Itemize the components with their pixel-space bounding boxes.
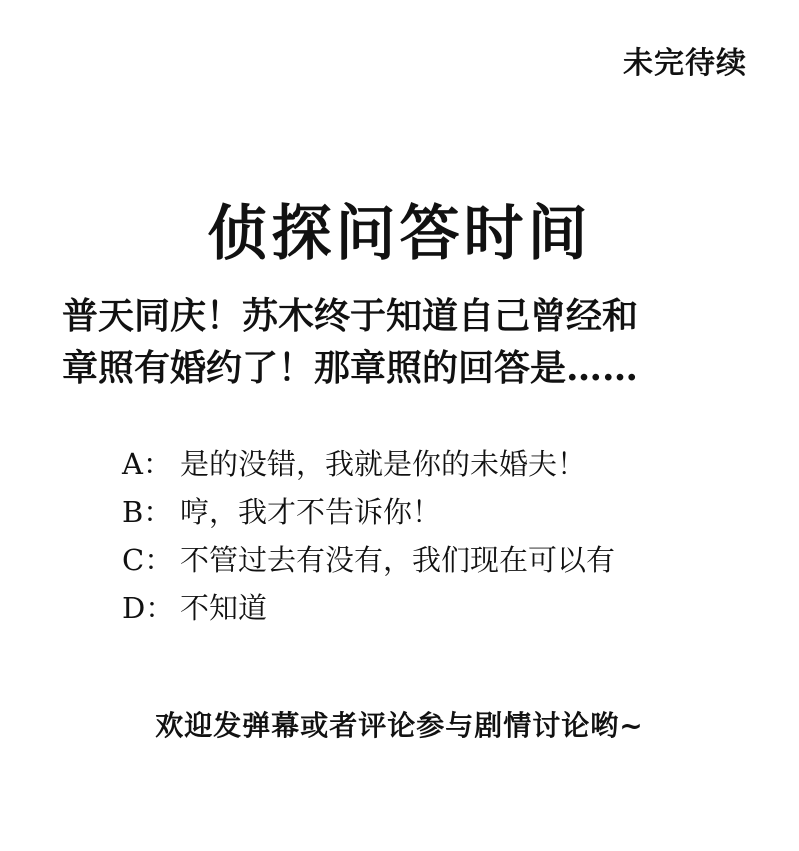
option-b: [122, 488, 762, 536]
answer-options: [122, 440, 762, 632]
comment-invitation: 欢迎发弹幕或者评论参与剧情讨论哟~: [155, 709, 644, 742]
quiz-question: [62, 290, 762, 394]
option-letter: B：: [122, 495, 173, 529]
option-text: 不管过去有没有，我们现在可以有: [180, 543, 616, 577]
option-c: [122, 536, 762, 584]
option-a: [122, 440, 762, 488]
option-d: [122, 584, 762, 632]
question-line: 章照有婚约了！那章照的回答是……: [62, 347, 639, 389]
option-text: 不知道: [180, 591, 268, 625]
option-text: 是的没错，我就是你的未婚夫！: [180, 447, 587, 481]
to-be-continued-label: 未完待续: [623, 46, 747, 81]
option-letter: D：: [122, 591, 175, 625]
option-letter: A：: [122, 447, 172, 481]
quiz-title: 侦探问答时间: [207, 199, 592, 269]
option-letter: C：: [122, 543, 174, 577]
option-text: 哼，我才不告诉你！: [180, 495, 442, 529]
question-line: 普天同庆！苏木终于知道自己曾经和: [62, 295, 639, 337]
